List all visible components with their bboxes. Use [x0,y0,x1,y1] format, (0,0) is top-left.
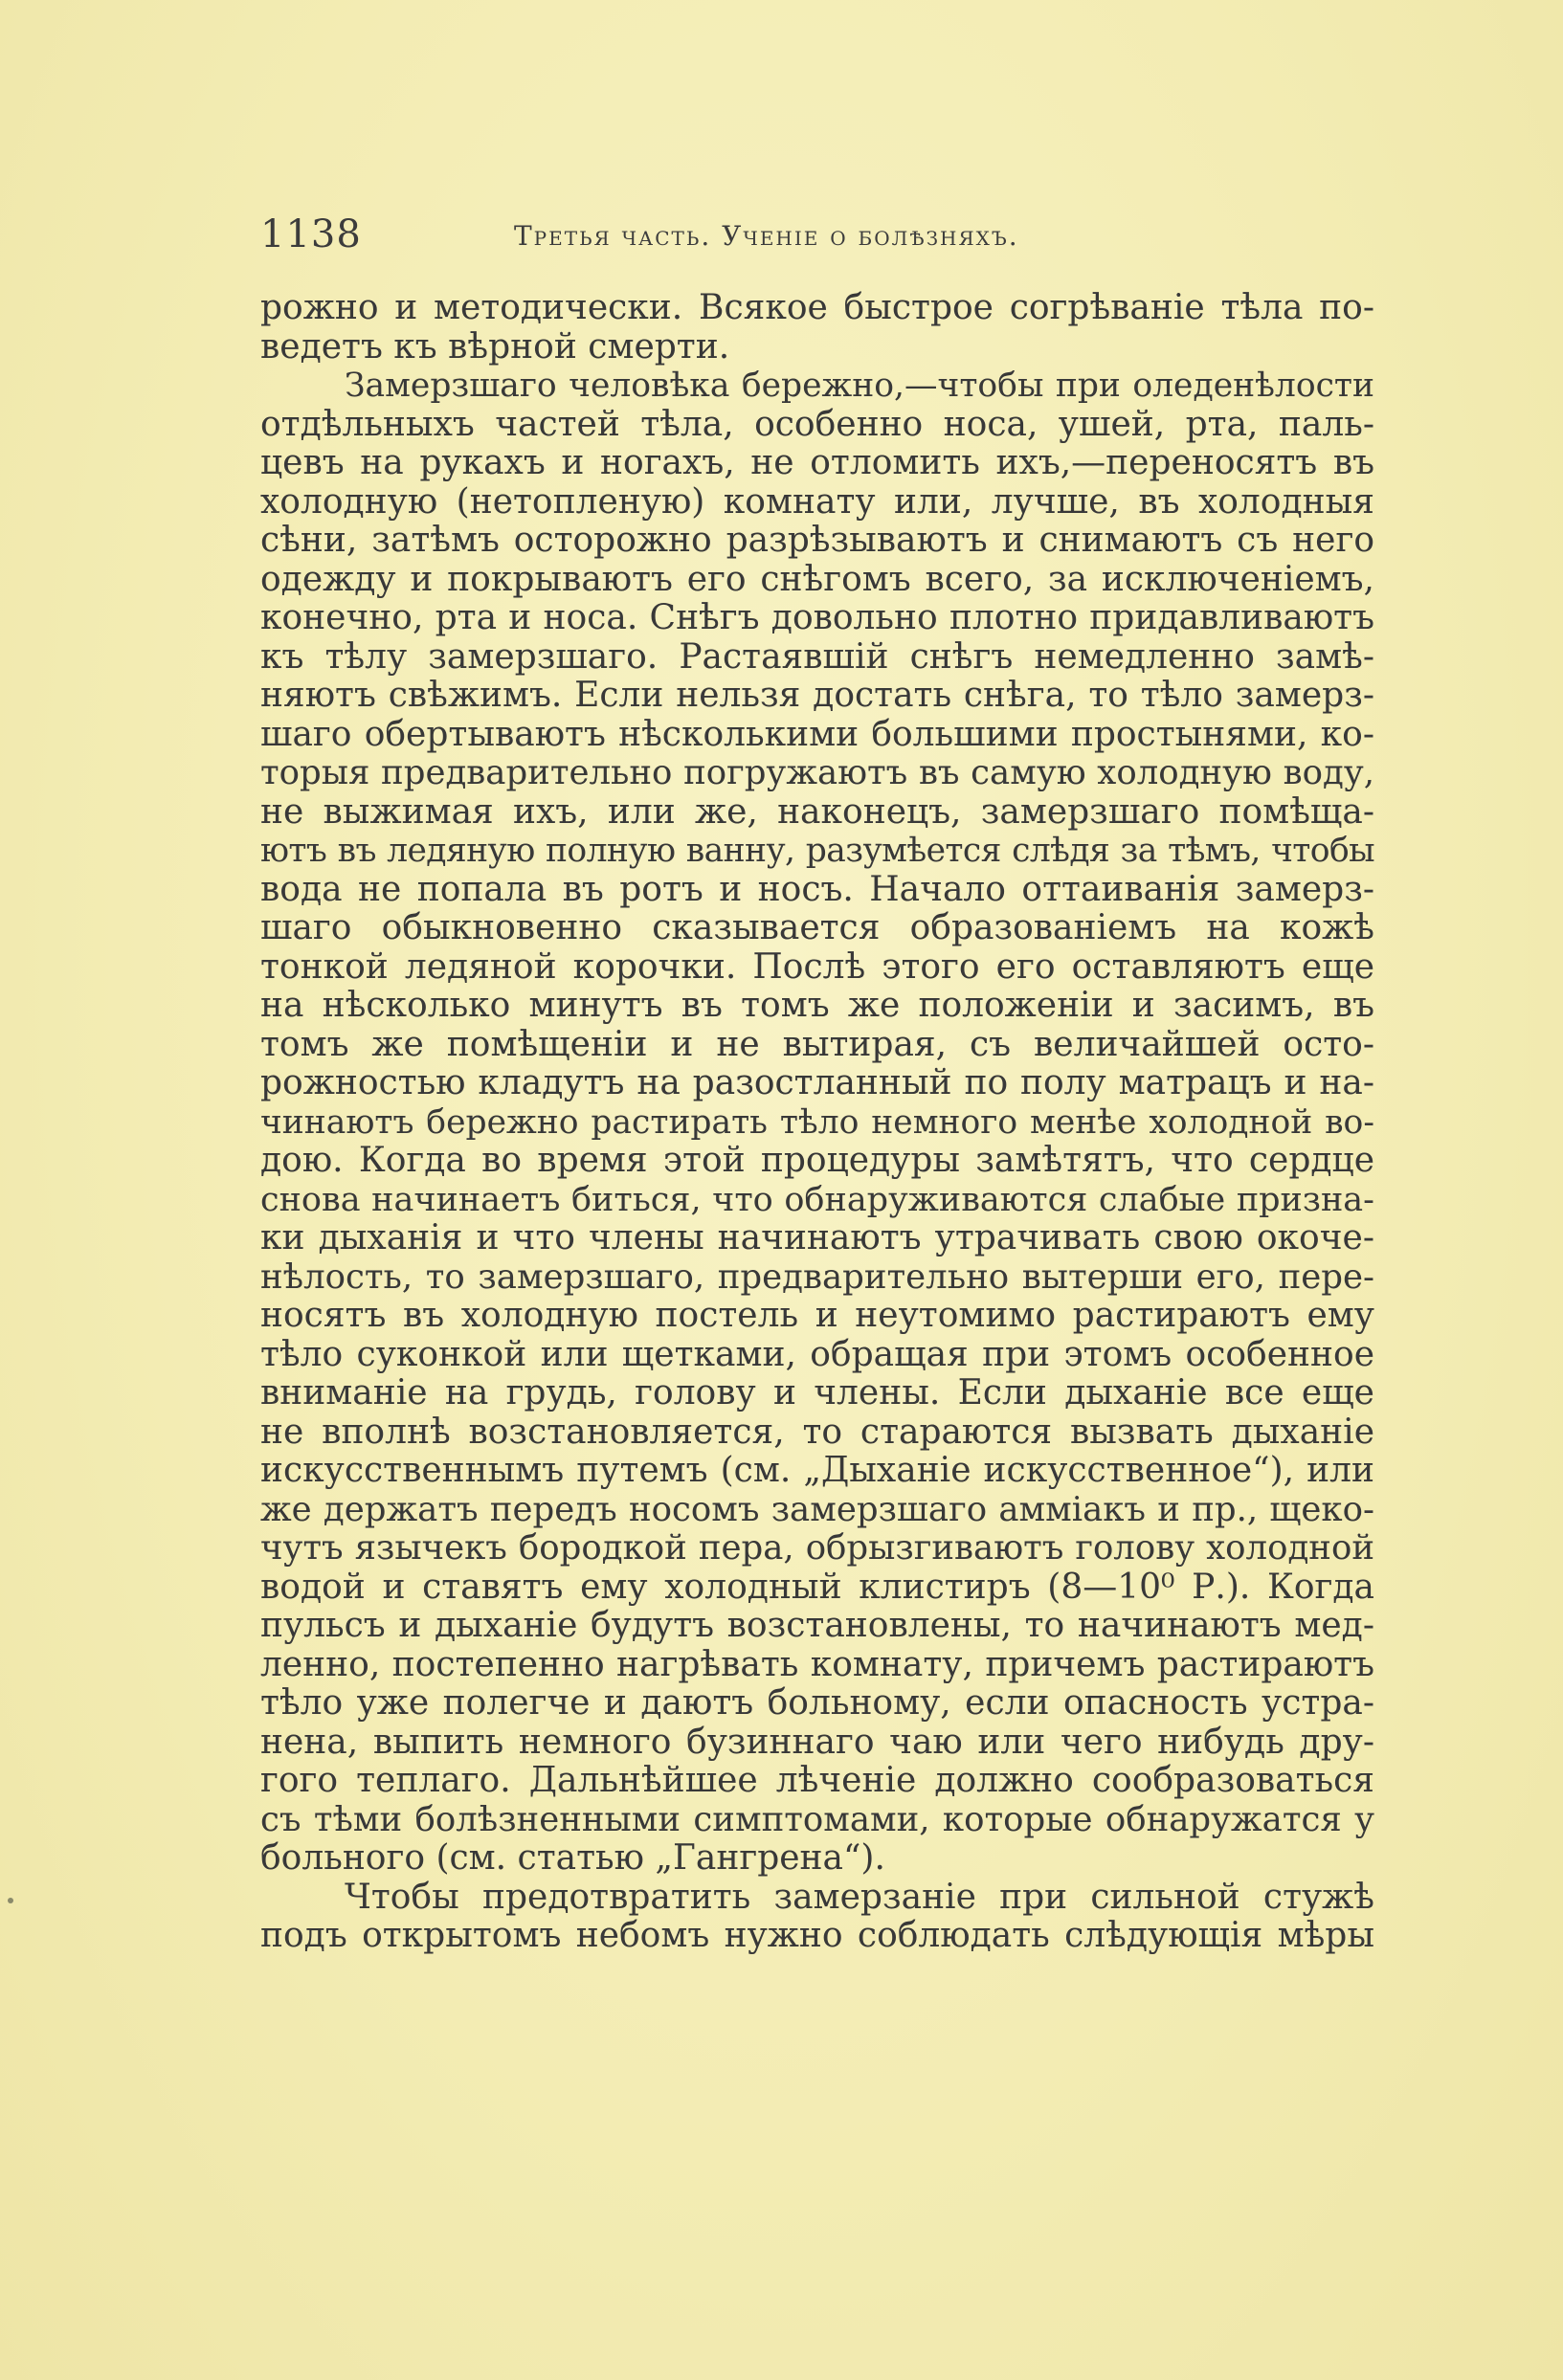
page-number: 1138 [260,212,362,256]
text-line: не вполнѣ возстановляется, то стараются вызвать дыханіе [260,1412,1374,1452]
text-line: ютъ въ ледяную полную ванну, разумѣется слѣдя за тѣмъ, чтобы [260,832,1374,870]
text-line: къ тѣлу замерзшаго. Растаявшій снѣгъ немедленно замѣ- [260,636,1374,677]
text-line: тѣло суконкой или щетками, обращая при этомъ особенное [260,1334,1374,1374]
text-line: не выжимая ихъ, или же, наконецъ, замерзшаго помѣща- [260,791,1374,832]
text-line: вода не попала въ ротъ и носъ. Начало оттаиванія замерз- [260,869,1374,909]
text-line: на нѣсколько минутъ въ томъ же положеніи и засимъ, въ [260,986,1374,1025]
text-line: ленно, постепенно нагрѣвать комнату, причемъ растираютъ [260,1644,1374,1684]
text-line: ки дыханія и что члены начинаютъ утрачивать свою окоче- [260,1218,1374,1257]
text-line: шаго обертываютъ нѣсколькими большими простынями, ко- [260,714,1374,754]
text-line: дою. Когда во время этой процедуры замѣтятъ, что сердце [260,1141,1374,1180]
text-line: чинаютъ бережно растирать тѣло немного менѣе холодной во- [260,1102,1374,1142]
text-line: няютъ свѣжимъ. Если нельзя достать снѣга, то тѣло замерз- [260,676,1374,715]
text-line: снова начинаетъ биться, что обнаруживаются слабые призна- [260,1180,1374,1219]
text-line: тѣло уже полегче и даютъ больному, если опасность устра- [260,1683,1374,1723]
text-line: ведетъ къ вѣрной смерти. [260,326,730,367]
text-line: чутъ язычекъ бородкой пера, обрызгиваютъ голову холодной [260,1528,1374,1568]
text-line: торыя предварительно погружаютъ въ самую холодную воду, [260,753,1374,792]
text-line: нена, выпить немного бузиннаго чаю или чего нибудь дру- [260,1722,1374,1762]
text-line: цевъ на рукахъ и ногахъ, не отломить ихъ,—переносятъ въ [260,443,1374,482]
text-line: же держатъ передъ носомъ замерзшаго амміакъ и пр., щеко- [260,1489,1374,1529]
text-line: подъ открытомъ небомъ нужно соблюдать слѣдующія мѣры [260,1916,1374,1955]
text-line: конечно, рта и носа. Снѣгъ довольно плотно придавливаютъ [260,598,1374,637]
text-line: нѣлость, то замерзшаго, предварительно вытерши его, пере- [260,1257,1374,1297]
text-line: томъ же помѣщеніи и не вытирая, съ величайшей осто- [260,1024,1374,1064]
text-line: носятъ въ холодную постель и неутомимо растираютъ ему [260,1296,1374,1335]
text-line: пульсъ и дыханіе будутъ возстановлены, то начинаютъ мед- [260,1606,1374,1645]
page-header [260,212,1374,270]
text-line: тонкой ледяной корочки. Послѣ этого его оставляютъ еще [260,946,1374,987]
text-line: гого теплаго. Дальнѣйшее лѣченіе должно сообразоваться [260,1761,1374,1800]
running-title: Третья часть. Ученіе о болѣзняхъ. [514,220,1019,252]
text-line: сѣни, затѣмъ осторожно разрѣзываютъ и снимаютъ съ него [260,521,1374,560]
text-line: шаго обыкновенно сказывается образованіемъ на кожѣ [260,908,1374,947]
text-line: одежду и покрываютъ его снѣгомъ всего, за исключеніемъ, [260,559,1374,599]
body-text [260,289,1374,1956]
text-line: Замерзшаго человѣка бережно,—чтобы при оледенѣлости [345,367,1374,405]
text-line: рожно и методически. Всякое быстрое согрѣваніе тѣла по- [260,288,1374,327]
document-page [260,212,1374,1956]
text-line: вниманіе на грудь, голову и члены. Если дыханіе все еще [260,1373,1374,1412]
text-line: отдѣльныхъ частей тѣла, особенно носа, ушей, рта, паль- [260,404,1374,444]
text-line: водой и ставятъ ему холодный клистиръ (8—10⁰ Р.). Когда [260,1567,1374,1607]
paper-speck [8,1898,13,1903]
text-line: рожностью кладутъ на разостланный по полу матрацъ и на- [260,1063,1374,1102]
text-line: больного (см. статью „Гангрена“). [260,1838,885,1878]
text-line: съ тѣми болѣзненными симптомами, которые обнаружатся у [260,1799,1374,1839]
text-line: холодную (нетопленую) комнату или, лучше, въ холодныя [260,481,1374,522]
text-line: Чтобы предотвратить замерзаніе при сильной стужѣ [345,1877,1374,1917]
text-line: искусственнымъ путемъ (см. „Дыханіе искусственное“), или [260,1451,1374,1490]
